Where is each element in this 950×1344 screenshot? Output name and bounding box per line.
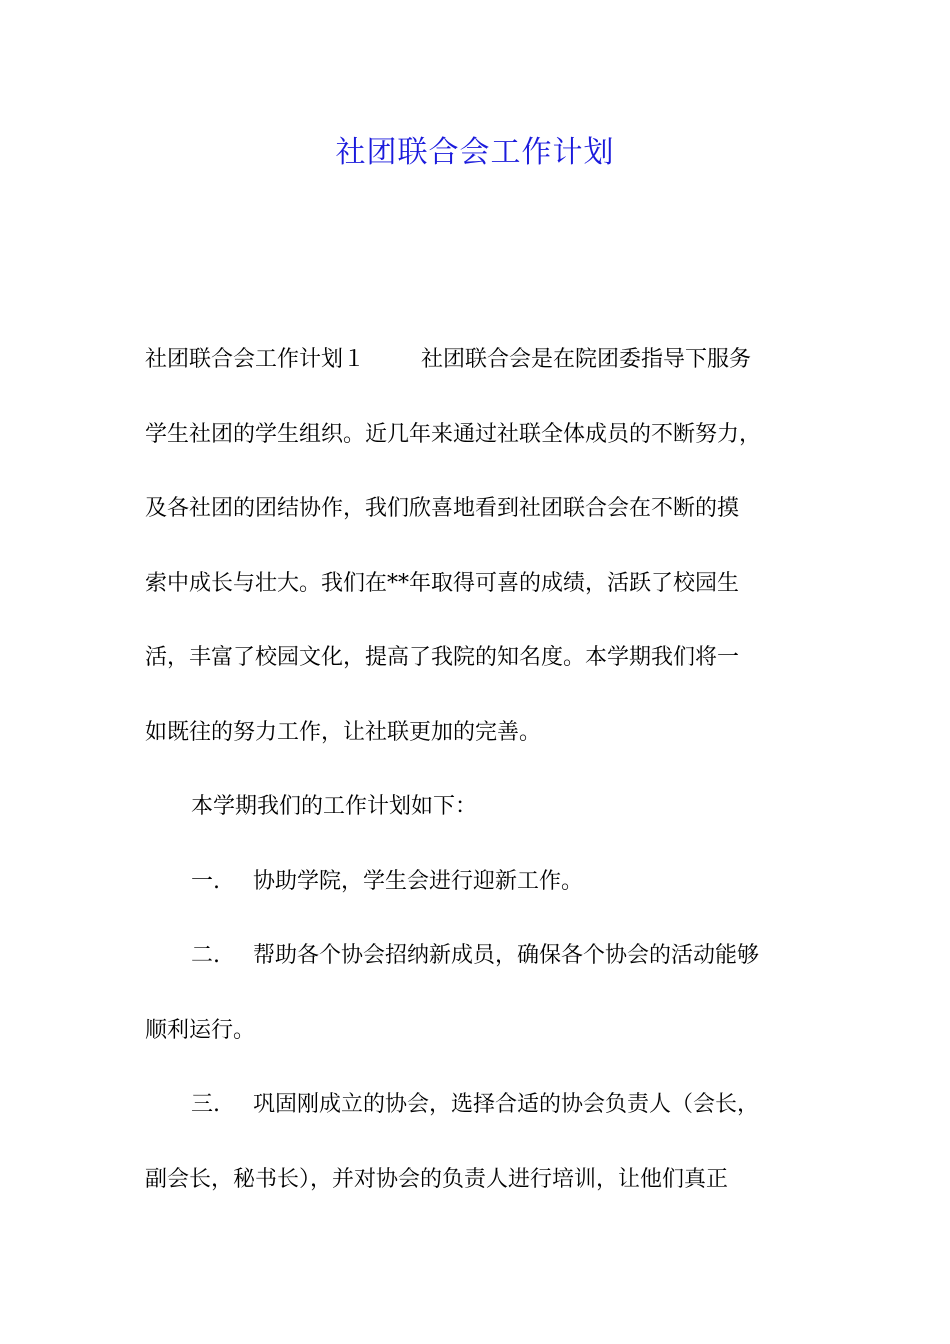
list-item bbox=[145, 936, 810, 1011]
line-text: 帮助各个协会招纳新成员，确保各个协会的活动能够 bbox=[253, 943, 760, 968]
line-text: 活，丰富了校园文化，提高了我院的知名度。本学期我们将一 bbox=[145, 645, 740, 670]
line-text: 副会长，秘书长），并对协会的负责人进行培训，让他们真正 bbox=[145, 1166, 729, 1192]
line-text: 巩固刚成立的协会，选择合适的协会负责人（会长， bbox=[253, 1092, 760, 1117]
paragraph-line bbox=[145, 564, 810, 639]
paragraph-line bbox=[145, 1011, 810, 1086]
list-item bbox=[145, 1085, 810, 1160]
list-marker: 一. bbox=[191, 868, 220, 894]
paragraph-line bbox=[145, 340, 810, 415]
paragraph-line bbox=[145, 713, 810, 788]
paragraph-line bbox=[145, 1160, 810, 1235]
line-text: 如既往的努力工作，让社联更加的完善。 bbox=[145, 719, 542, 745]
line-text: 学生社团的学生组织。近几年来通过社联全体成员的不断努力， bbox=[145, 421, 762, 447]
paragraph-line bbox=[145, 489, 810, 564]
line-text: 协助学院，学生会进行迎新工作。 bbox=[253, 868, 584, 894]
line-text: 本学期我们的工作计划如下： bbox=[191, 794, 478, 819]
document-title: 社团联合会工作计划 bbox=[335, 135, 615, 170]
line-text: 顺利运行。 bbox=[145, 1017, 256, 1043]
document-body bbox=[145, 340, 810, 1234]
paragraph-line bbox=[145, 415, 810, 490]
paragraph-line bbox=[145, 638, 810, 713]
list-item bbox=[145, 862, 810, 937]
line-text: 索中成长与壮大。我们在**年取得可喜的成绩，活跃了校园生 bbox=[145, 570, 740, 596]
list-marker: 二. bbox=[191, 943, 220, 968]
section-heading: 社团联合会工作计划１ bbox=[145, 347, 366, 372]
line-text: 及各社团的团结协作，我们欣喜地看到社团联合会在不断的摸 bbox=[145, 496, 740, 521]
line-text: 社团联合会是在院团委指导下服务 bbox=[421, 347, 752, 372]
list-marker: 三. bbox=[191, 1092, 220, 1117]
paragraph-line bbox=[145, 787, 810, 862]
